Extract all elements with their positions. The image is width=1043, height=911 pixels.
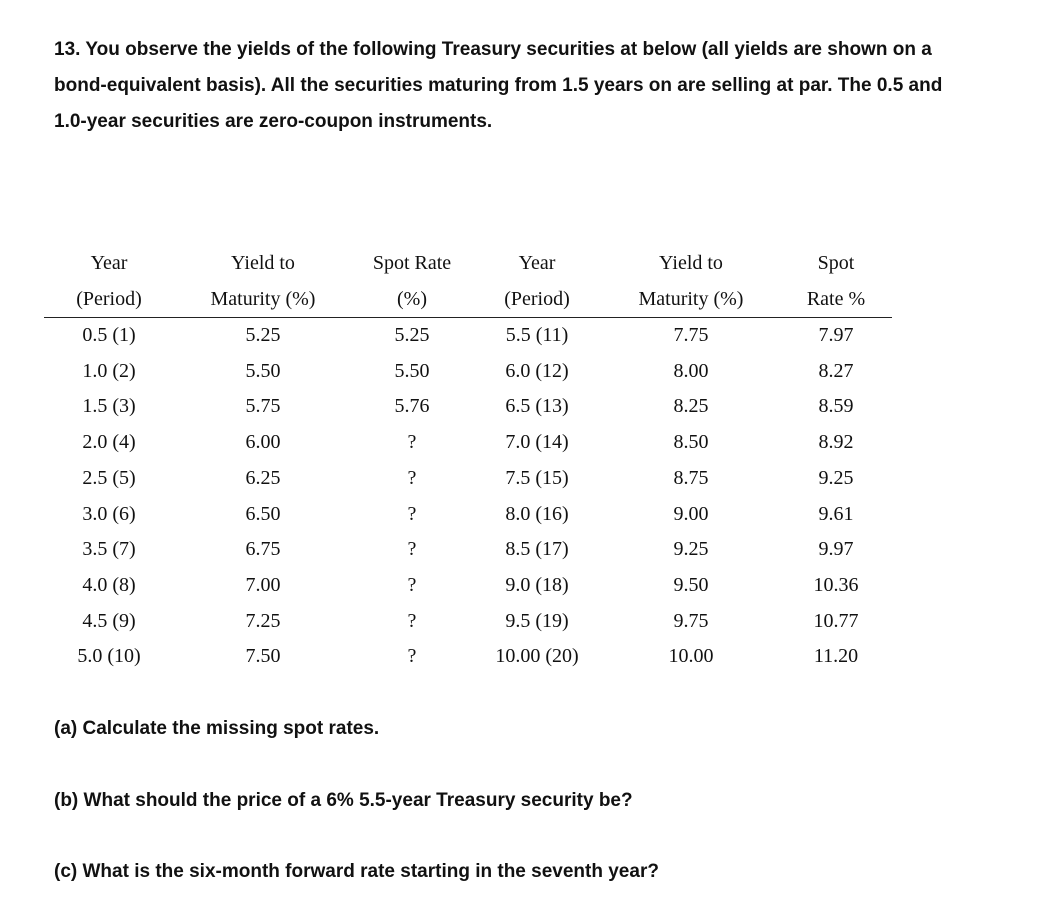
table-cell: 5.5 (11): [505, 324, 569, 346]
table-cell: 4.5 (9): [82, 609, 136, 632]
table-cell: 4.0 (8): [82, 573, 136, 596]
table-row: [44, 497, 892, 533]
column-header-sub: (%): [352, 281, 472, 318]
column-header: Year: [90, 252, 128, 274]
table-cell: 10.36: [813, 573, 859, 596]
table-cell: 7.5 (15): [505, 466, 569, 489]
table-cell: ?: [407, 431, 417, 454]
table-cell: 9.75: [673, 609, 709, 632]
table-cell: 8.50: [673, 431, 709, 454]
column-header: Yield to: [231, 252, 295, 274]
table-row: [44, 389, 892, 425]
table-cell: 6.5 (13): [505, 395, 569, 418]
table-cell: 8.59: [818, 395, 854, 418]
table-cell: 2.0 (4): [82, 431, 136, 454]
table-cell: 9.00: [673, 502, 709, 525]
table-cell: 7.75: [673, 324, 709, 346]
table-cell: ?: [407, 466, 417, 489]
table-cell: 11.20: [813, 645, 859, 668]
table-body: [44, 318, 892, 676]
table-cell: 9.5 (19): [505, 609, 569, 632]
table-cell: 9.0 (18): [505, 573, 569, 596]
table-cell: 8.27: [818, 359, 854, 382]
table-cell: 8.92: [818, 431, 854, 454]
table-cell: 8.0 (16): [505, 502, 569, 525]
table-row: [44, 604, 892, 640]
header-row-1: [44, 245, 892, 281]
column-header-sub: Maturity (%): [174, 281, 352, 318]
table-cell: 7.25: [245, 609, 281, 632]
table-cell: 7.50: [245, 645, 281, 668]
table-cell: 1.0 (2): [82, 359, 136, 382]
table-cell: 8.5 (17): [505, 538, 569, 561]
table-cell: 9.50: [673, 573, 709, 596]
question-c: (c) What is the six-month forward rate starting in the seventh year?: [54, 861, 659, 882]
column-header: Yield to: [659, 252, 723, 274]
table-cell: 8.75: [673, 466, 709, 489]
column-header-sub: (Period): [472, 281, 602, 318]
column-header-sub: (Period): [44, 281, 174, 318]
table-row: [44, 461, 892, 497]
table-cell: 5.25: [394, 324, 430, 346]
table-cell: 10.77: [813, 609, 859, 632]
table-cell: 3.0 (6): [82, 502, 136, 525]
table-cell: 9.61: [818, 502, 854, 525]
table-cell: 10.00 (20): [495, 645, 579, 668]
table-cell: 5.75: [245, 395, 281, 418]
table-cell: 6.75: [245, 538, 281, 561]
table-row: [44, 639, 892, 675]
column-header: Spot Rate: [372, 252, 452, 274]
table-cell: 3.5 (7): [82, 538, 136, 561]
table-cell: ?: [407, 573, 417, 596]
table-cell: ?: [407, 538, 417, 561]
table-row: [44, 318, 892, 354]
table-cell: 6.0 (12): [505, 359, 569, 382]
question-b: (b) What should the price of a 6% 5.5-year Treasury security be?: [54, 790, 633, 811]
table-cell: ?: [407, 609, 417, 632]
table-cell: 9.25: [818, 466, 854, 489]
column-header-sub: Rate %: [780, 281, 892, 318]
table-row: [44, 568, 892, 604]
table-cell: 9.97: [818, 538, 854, 561]
column-header: Year: [518, 252, 556, 274]
table-cell: ?: [407, 502, 417, 525]
table-cell: 0.5 (1): [82, 324, 136, 346]
table-row: [44, 354, 892, 390]
table-row: [44, 425, 892, 461]
column-header-sub: Maturity (%): [602, 281, 780, 318]
question-a: (a) Calculate the missing spot rates.: [54, 718, 380, 739]
table-cell: 2.5 (5): [82, 466, 136, 489]
table-cell: 7.00: [245, 573, 281, 596]
table-cell: 9.25: [673, 538, 709, 561]
problem-intro: 13. You observe the yields of the following Treasury securities at below (all yields are shown on a bond-equivalent basis). All the securities maturing from 1.5 years on are selling at par. The 0.5 and 1.0-year securities are zero-coupon instruments.: [54, 39, 943, 132]
table-cell: 7.97: [818, 324, 854, 346]
table-cell: 5.50: [394, 359, 430, 382]
table-cell: 1.5 (3): [82, 395, 136, 418]
table-cell: 6.25: [245, 466, 281, 489]
table-row: [44, 532, 892, 568]
table-cell: 6.00: [245, 431, 281, 454]
spot-rate-table: [44, 245, 892, 675]
table-cell: 8.00: [673, 359, 709, 382]
table-cell: 5.76: [394, 395, 430, 418]
table-cell: ?: [407, 645, 417, 668]
column-header: Spot: [817, 252, 855, 274]
table-cell: 6.50: [245, 502, 281, 525]
table-cell: 5.50: [245, 359, 281, 382]
table-cell: 7.0 (14): [505, 431, 569, 454]
table-cell: 5.0 (10): [77, 645, 141, 668]
table-cell: 10.00: [668, 645, 714, 668]
table-cell: 5.25: [245, 324, 281, 346]
table-cell: 8.25: [673, 395, 709, 418]
header-row-2: [44, 281, 892, 318]
